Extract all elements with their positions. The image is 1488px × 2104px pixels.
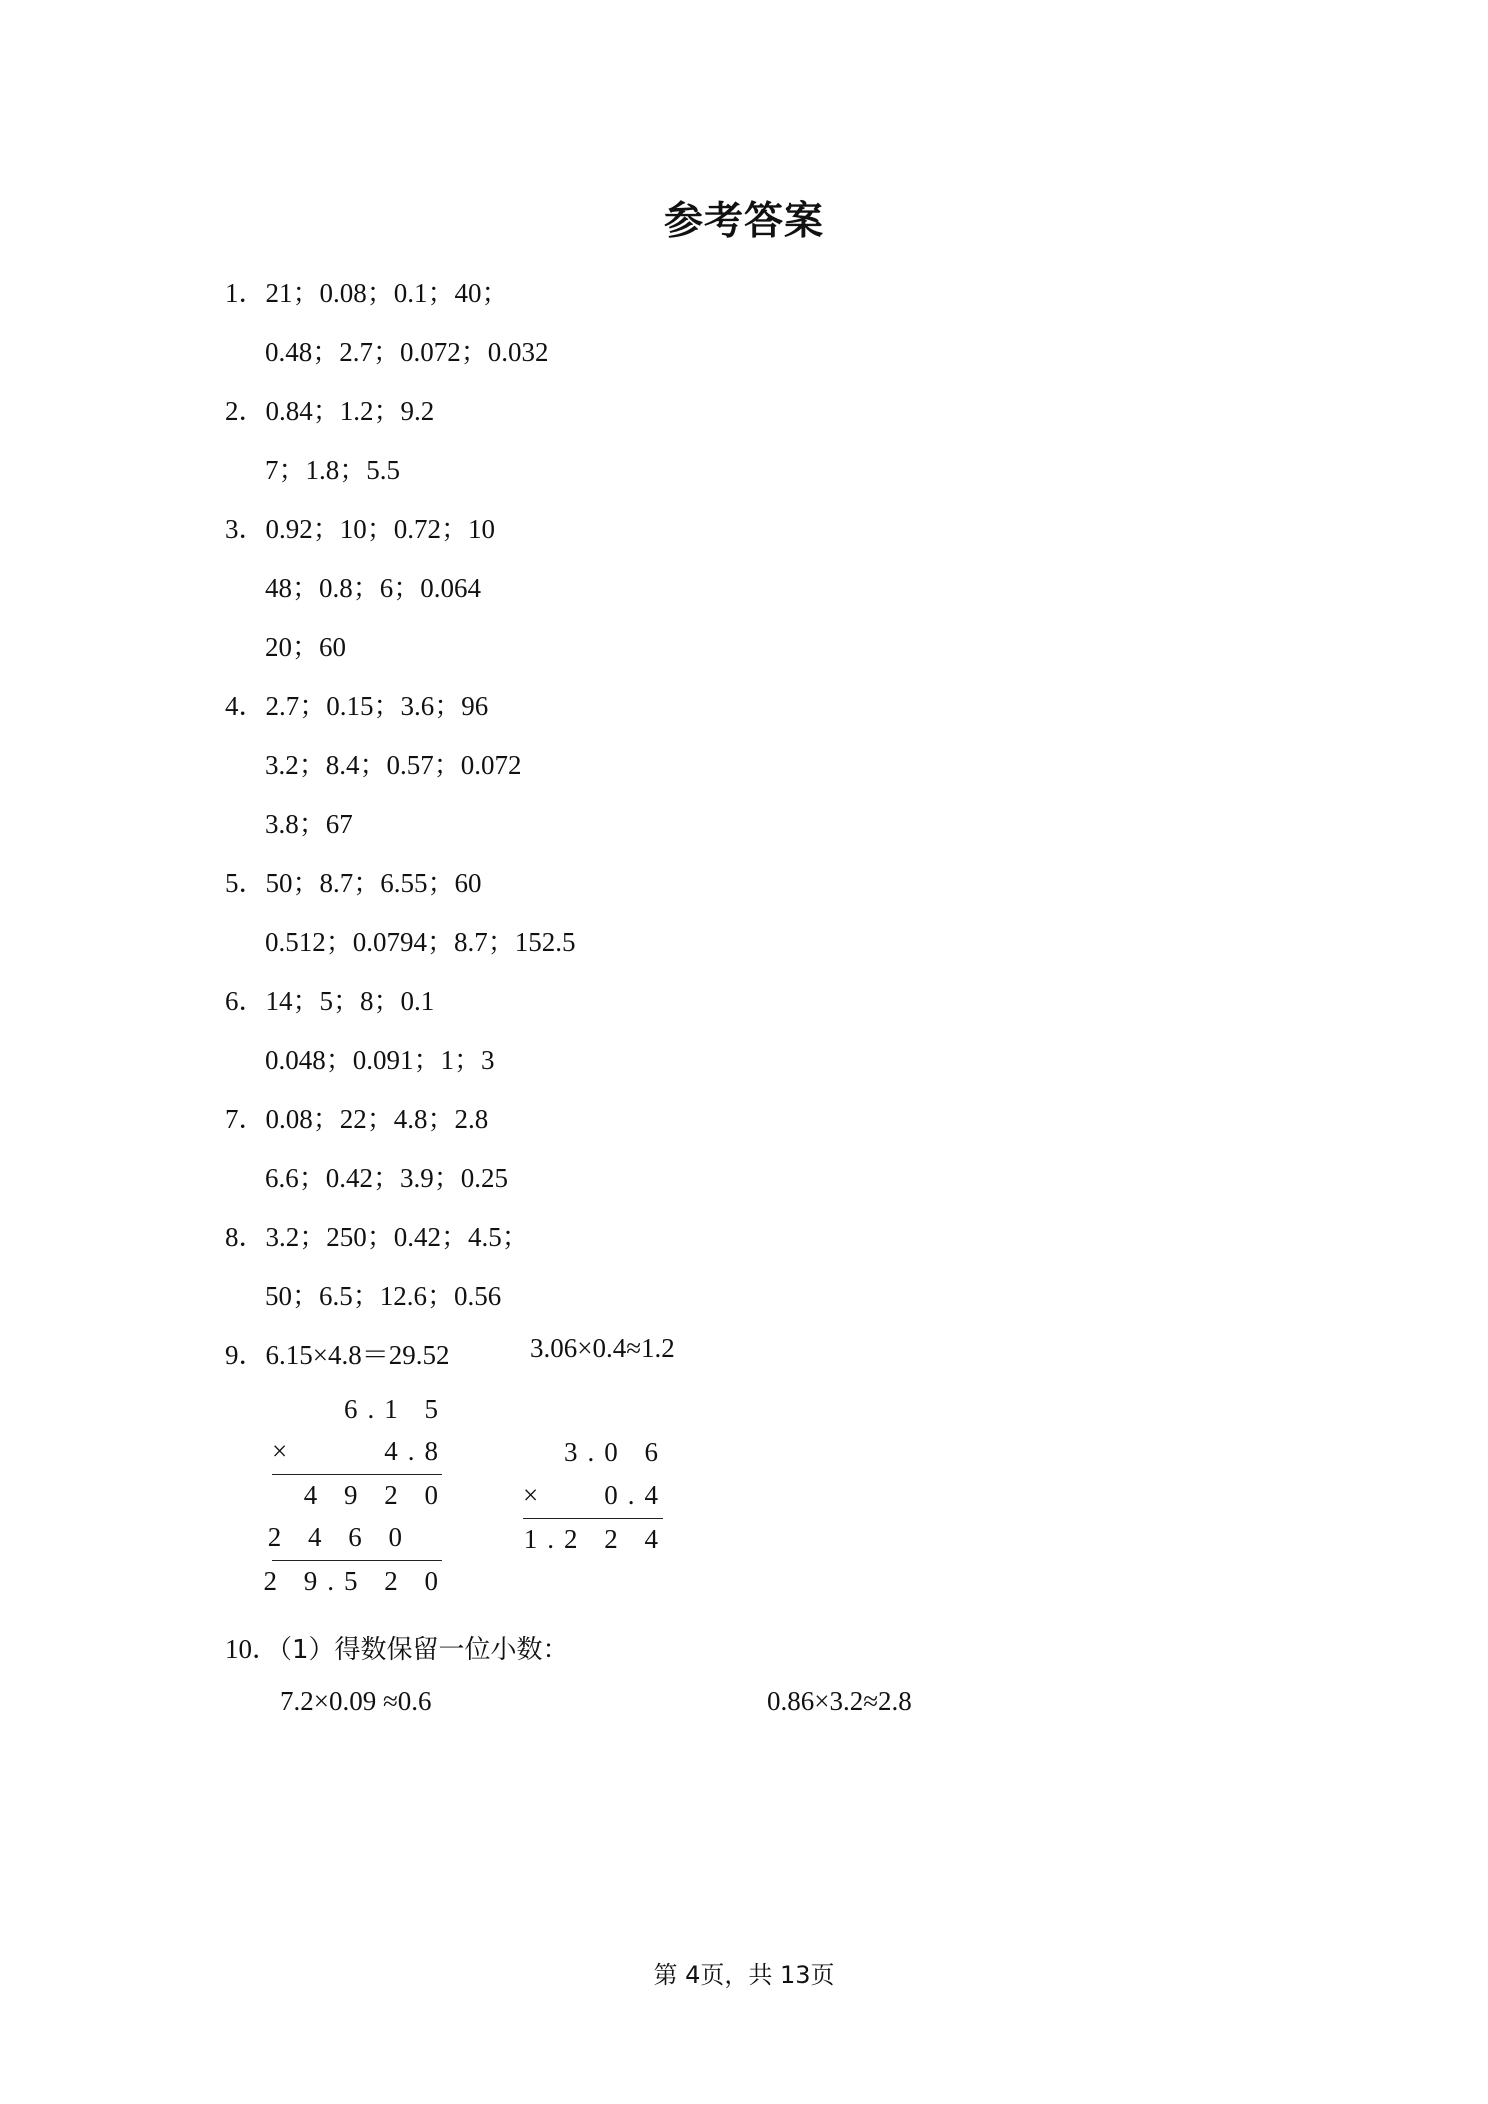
- answer-4-line-1: 4．2.7；0.15；3.6；96: [225, 691, 489, 721]
- page-footer: 第 4页，共 13页: [653, 1961, 835, 1989]
- answer-9-equation-2: 3.06×0.4≈1.2: [530, 1333, 675, 1363]
- answer-10-equation-2: 0.86×3.2≈2.8: [767, 1686, 912, 1716]
- answer-7-line-1: 7．0.08；22；4.8；2.8: [225, 1104, 489, 1134]
- calc1-top: 6.1 5: [344, 1394, 448, 1424]
- calc1-multiplier: 4.8: [384, 1436, 448, 1466]
- calc1-sign: ×: [272, 1436, 288, 1466]
- calc2-multiplier: 0.4: [604, 1480, 668, 1510]
- answer-4-line-3: 3.8；67: [265, 809, 353, 839]
- answer-1-line-1: 1．21；0.08；0.1；40；: [225, 278, 509, 308]
- answer-8-line-1: 8．3.2；250；0.42；4.5；: [225, 1222, 529, 1252]
- answer-7-line-2: 6.6；0.42；3.9；0.25: [265, 1163, 508, 1193]
- answer-9-line-1: 9．6.15×4.8＝29.52: [225, 1340, 450, 1370]
- calc1-partial-2: 2 4 6 0: [267, 1522, 412, 1552]
- answer-10-line-1: 10．（1）得数保留一位小数：: [225, 1634, 569, 1665]
- answer-5-line-1: 5．50；8.7；6.55；60: [225, 868, 482, 898]
- answer-3-line-1: 3．0.92；10；0.72；10: [225, 514, 495, 544]
- answer-1-line-2: 0.48；2.7；0.072；0.032: [265, 337, 549, 367]
- answer-5-line-2: 0.512；0.0794；8.7；152.5: [265, 927, 576, 957]
- answer-4-line-2: 3.2；8.4；0.57；0.072: [265, 750, 522, 780]
- calc1-result: 2 9.5 2 0: [263, 1566, 448, 1596]
- answer-2-line-2: 7；1.8；5.5: [265, 455, 400, 485]
- answer-8-line-2: 50；6.5；12.6；0.56: [265, 1281, 502, 1311]
- answer-6-line-2: 0.048；0.091；1；3: [265, 1045, 495, 1075]
- answer-3-line-3: 20；60: [265, 632, 346, 662]
- calc2-result: 1.2 2 4: [523, 1524, 668, 1554]
- answer-10-equation-1: 7.2×0.09 ≈0.6: [280, 1686, 432, 1716]
- calc1-rule-2: [272, 1560, 442, 1561]
- calc1-rule-1: [272, 1474, 442, 1475]
- answer-2-line-1: 2．0.84；1.2；9.2: [225, 396, 435, 426]
- calc2-rule: [523, 1518, 663, 1519]
- answer-3-line-2: 48；0.8；6；0.064: [265, 573, 481, 603]
- calc1-partial-1: 4 9 2 0: [303, 1480, 448, 1510]
- page-title: 参考答案: [663, 199, 824, 244]
- answer-6-line-1: 6．14；5；8；0.1: [225, 986, 435, 1016]
- calc2-sign: ×: [523, 1480, 539, 1510]
- calc2-top: 3.0 6: [564, 1437, 668, 1467]
